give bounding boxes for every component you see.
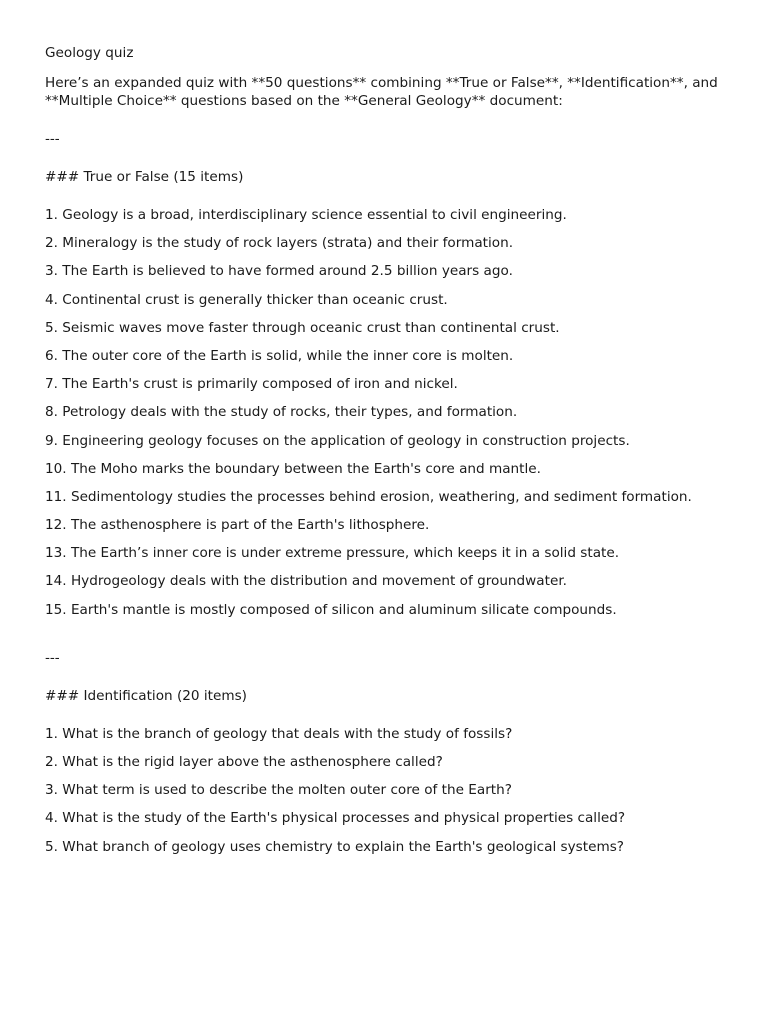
list-item: 9. Engineering geology focuses on the application of geology in construction projects. [45, 432, 630, 449]
list-item: 14. Hydrogeology deals with the distribution and movement of groundwater. [45, 573, 567, 590]
list-item: 4. Continental crust is generally thicker than oceanic crust. [45, 291, 448, 308]
identification-list [45, 725, 725, 866]
spacer [45, 186, 725, 206]
list-item: 12. The asthenosphere is part of the Earth's lithosphere. [45, 517, 430, 534]
spacer [45, 705, 725, 725]
list-item: 1. What is the branch of geology that deals with the study of fossils? [45, 725, 513, 742]
list-item: 3. The Earth is believed to have formed around 2.5 billion years ago. [45, 263, 513, 280]
document-page [45, 44, 725, 866]
separator-2: --- [45, 649, 60, 666]
list-item: 5. What branch of geology uses chemistry to explain the Earth's geological systems? [45, 838, 624, 855]
intro-paragraph: Here’s an expanded quiz with **50 questions** combining **True or False**, **Identification**, and **Multiple Choice** questions based on the **General Geology** document: [45, 75, 718, 109]
list-item: 2. Mineralogy is the study of rock layers (strata) and their formation. [45, 235, 514, 252]
list-item: 15. Earth's mantle is mostly composed of silicon and aluminum silicate compounds. [45, 601, 617, 618]
spacer [45, 629, 725, 649]
spacer [45, 148, 725, 168]
true-false-list [45, 206, 725, 629]
document-title: Geology quiz [45, 45, 134, 61]
list-item: 6. The outer core of the Earth is solid, while the inner core is molten. [45, 347, 514, 364]
spacer [45, 110, 725, 130]
list-item: 7. The Earth's crust is primarily composed of iron and nickel. [45, 376, 458, 393]
list-item: 4. What is the study of the Earth's physical processes and physical properties called? [45, 810, 626, 827]
list-item: 13. The Earth’s inner core is under extreme pressure, which keeps it in a solid state. [45, 545, 620, 562]
section-heading-true-false: ### True or False (15 items) [45, 169, 244, 185]
list-item: 8. Petrology deals with the study of rocks, their types, and formation. [45, 404, 518, 421]
separator-1: --- [45, 131, 60, 147]
section-heading-identification: ### Identification (20 items) [45, 687, 247, 704]
list-item: 3. What term is used to describe the molten outer core of the Earth? [45, 782, 512, 799]
list-item: 2. What is the rigid layer above the asthenosphere called? [45, 754, 443, 770]
list-item: 5. Seismic waves move faster through oceanic crust than continental crust. [45, 319, 560, 336]
list-item: 11. Sedimentology studies the processes behind erosion, weathering, and sediment formation. [45, 488, 692, 505]
list-item: 10. The Moho marks the boundary between the Earth's core and mantle. [45, 460, 541, 477]
spacer [45, 667, 725, 687]
list-item: 1. Geology is a broad, interdisciplinary science essential to civil engineering. [45, 207, 567, 223]
